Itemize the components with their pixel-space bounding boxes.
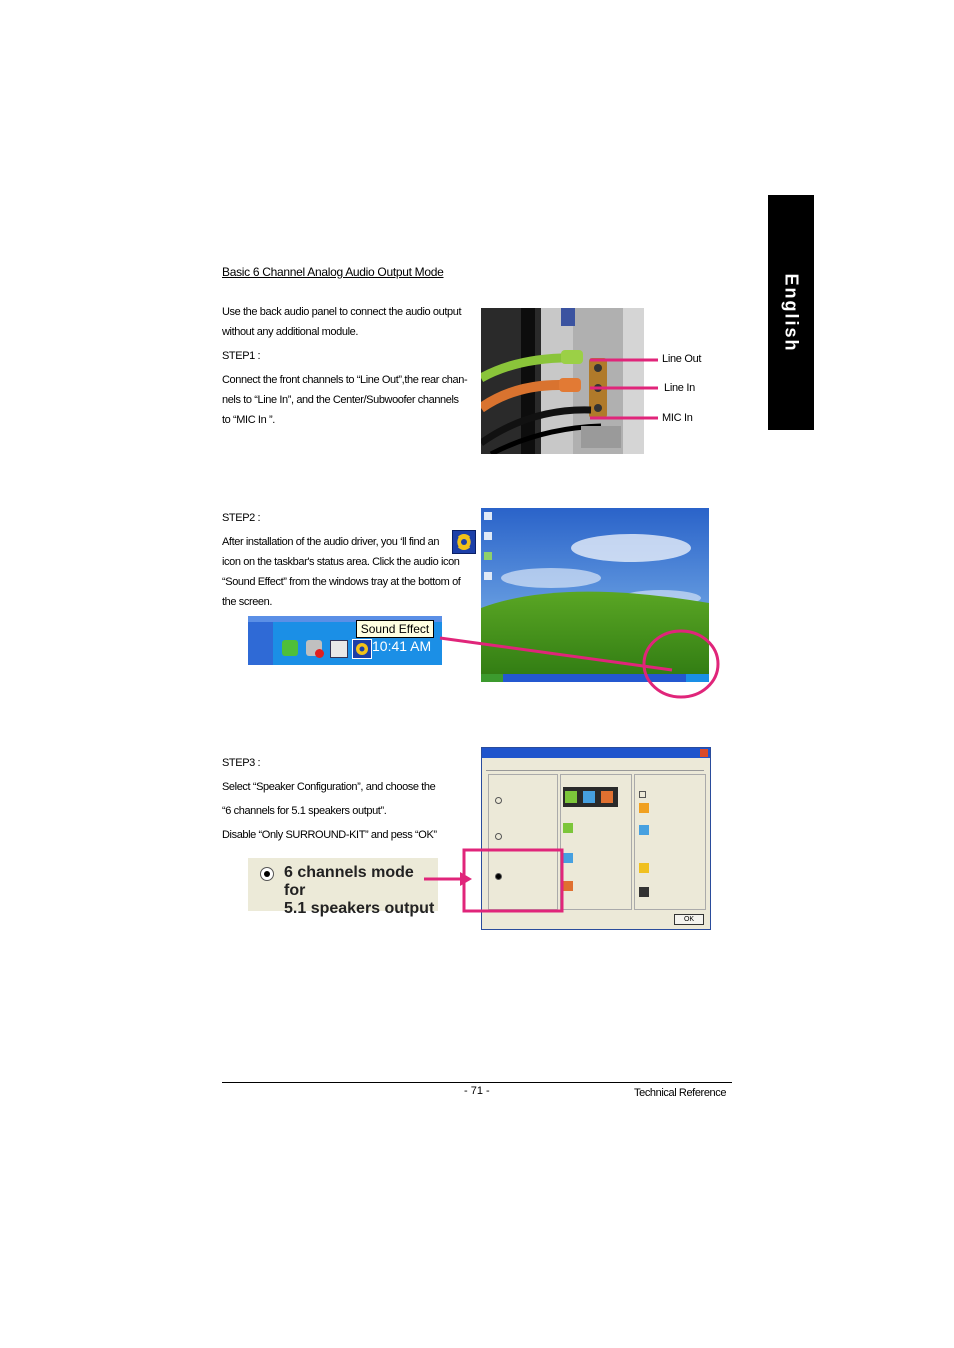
step2-pointer: [436, 620, 726, 700]
taskbar-crop: [248, 616, 442, 665]
page-number: - 71 -: [464, 1085, 490, 1097]
intro-text: Use the back audio panel to connect the audio output without any additional module. STEP1 : Connect the front channels to “Line Out”,the rear chan- nels to “Line In”, and the Center/Subwoofer channels to “MIC In ”.: [222, 302, 474, 430]
step2-title: STEP2 :: [222, 512, 261, 524]
step2-text: STEP2 : After installation of the audio driver, you ‘ll find an icon on the taskbar's status area. Click the audio icon “Sound Effect” from the windows tray at the bottom of the screen.: [222, 508, 474, 612]
section-title: Basic 6 Channel Analog Audio Output Mode: [222, 265, 444, 279]
six-channel-option-label: 6 channels mode for 5.1 speakers output: [284, 864, 435, 917]
jack-group: [560, 774, 632, 910]
tray-audio-icon[interactable]: [352, 639, 372, 659]
step1-callout-lines: [590, 350, 660, 425]
six-channel-radio[interactable]: [260, 867, 274, 881]
surround-kit-group: [634, 774, 706, 910]
step3-title: STEP3 :: [222, 757, 261, 769]
tray-display-icon[interactable]: [330, 640, 348, 658]
dialog-titlebar: [482, 748, 710, 758]
tray-warning-icon[interactable]: [306, 640, 322, 656]
language-tab-label: English: [781, 272, 802, 353]
footer-rule: [222, 1082, 732, 1083]
dialog-tabs[interactable]: [486, 761, 704, 771]
step3-text: STEP3 : Select “Speaker Configuration”, and choose the “6 channels for 5.1 speakers output”. Disable “Only SURROUND-KIT” and pess “OK”: [222, 751, 474, 847]
ok-button[interactable]: OK: [674, 914, 704, 925]
tray-clock: 10:41 AM: [372, 638, 432, 654]
footer-section-name: Technical Reference: [634, 1087, 727, 1099]
step3-pointer: [420, 846, 570, 914]
language-tab: [768, 195, 814, 430]
step1-title: STEP1 :: [222, 350, 261, 362]
sound-effect-tooltip: Sound Effect: [356, 620, 434, 638]
tray-network-icon[interactable]: [282, 640, 298, 656]
six-channel-option-crop: [248, 858, 438, 917]
line-in-label: Line In: [664, 382, 695, 394]
mic-in-label: MIC In: [662, 412, 693, 424]
audio-icon: [452, 530, 476, 554]
close-icon[interactable]: [700, 749, 708, 757]
line-out-label: Line Out: [662, 353, 702, 365]
